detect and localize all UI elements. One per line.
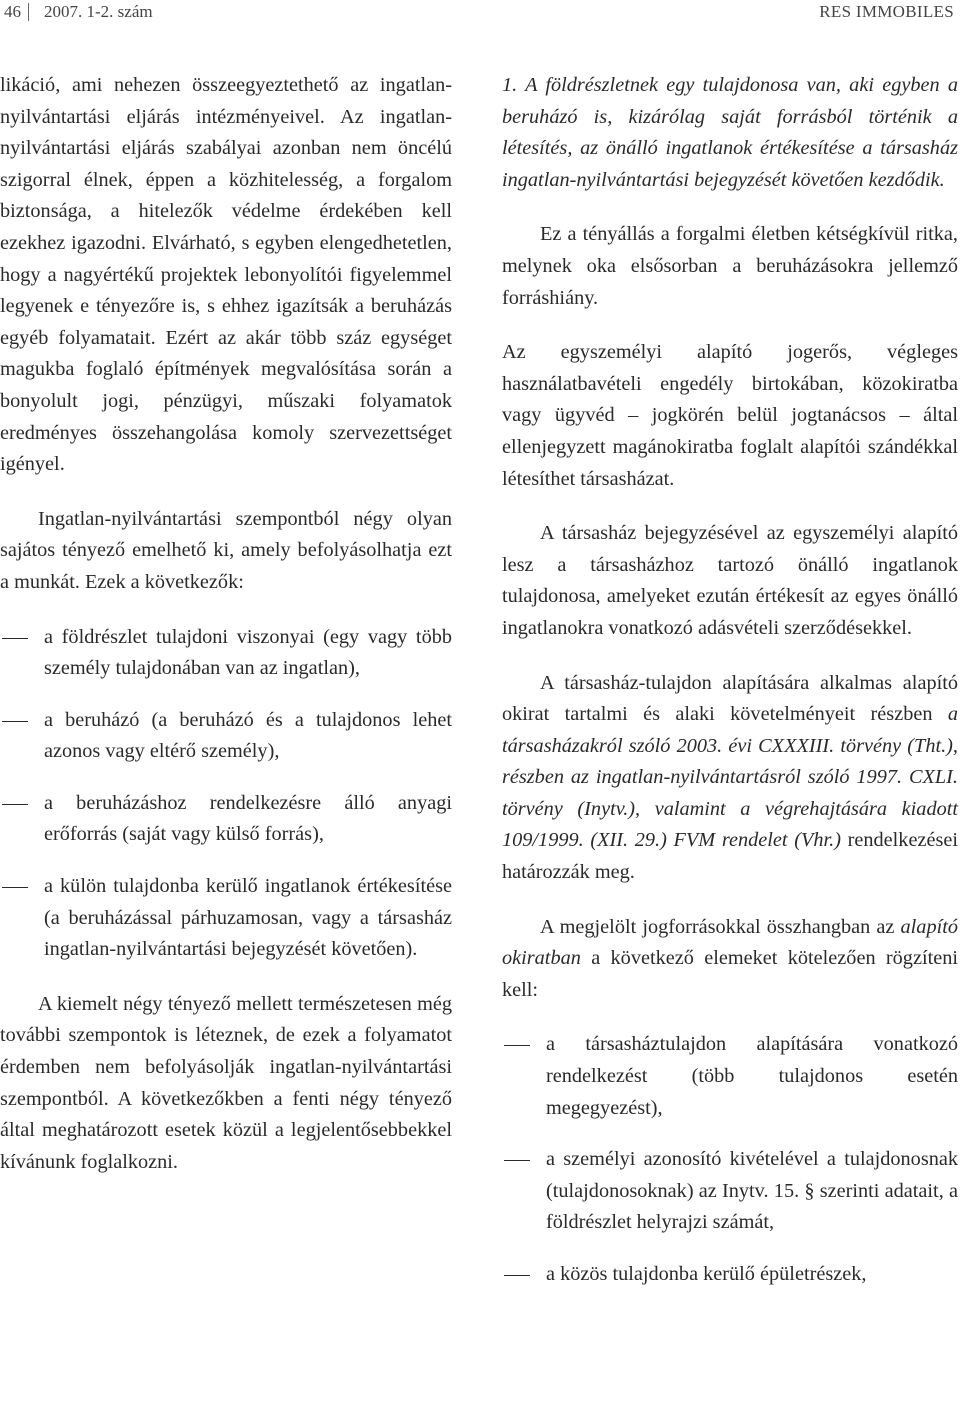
list-item-text: a személyi azonosító kivételével a tulajdonosnak (tulajdonosoknak) az Inytv. 15. § szerinti adatait, a földrészlet helyrajzi számát, <box>546 1148 958 1234</box>
list-item <box>0 622 452 685</box>
list-item-text: a földrészlet tulajdoni viszonyai (egy vagy több személy tulajdonában van az ingatlan), <box>44 625 452 680</box>
case-heading: 1. A földrészletnek egy tulajdonosa van, aki egyben a beruházó is, kizárólag saját forrásból történik a létesítés, az önálló ingatlanok értékesítése a társasház ingatlan-nyilvántartási bejegyzését követően kezdődik. <box>502 74 958 191</box>
page-header <box>0 0 960 30</box>
paragraph: A társasház bejegyzésével az egyszemélyi alapító lesz a társasházhoz tartozó önálló ingatlanok tulajdonosa, amelyeket ezután értékesít az egyes önálló ingatlanokra vonatkozó adásvételi szerződésekkel. <box>502 522 958 639</box>
list-item <box>0 871 452 966</box>
factor-list <box>0 622 452 966</box>
list-item-text: a külön tulajdonba kerülő ingatlanok értékesítése (a beruházással párhuzamosan, vagy a társasház ingatlan-nyilvántartási bejegyzését követően). <box>44 875 452 961</box>
issue-label: 2007. 1-2. szám <box>44 2 153 21</box>
emphasis: alapító okiratban <box>502 915 958 970</box>
left-column <box>0 70 452 1201</box>
right-column <box>502 70 958 1314</box>
list-item <box>502 1029 958 1124</box>
list-item-text: a beruházáshoz rendelkezésre álló anyagi erőforrás (saját vagy külső forrás), <box>44 791 452 846</box>
paragraph: Ingatlan-nyilvántartási szempontból négy olyan sajátos tényező emelhető ki, amely befolyásolhatja ezt a munkát. Ezek a következők: <box>0 507 452 593</box>
paragraph: Ez a tényállás a forgalmi életben kétségkívül ritka, melynek oka elsősorban a beruházásokra jellemző forráshiány. <box>502 223 958 309</box>
paragraph: Az egyszemélyi alapító jogerős, végleges használatbavételi engedély birtokában, közokiratba vagy ügyvéd – jogkörén belül jogtanácsos – által ellenjegyzett magánokiratba foglalt alapítói szándékkal létesíthet társasházat. <box>502 341 958 490</box>
text-span: rendelkezései határozzák meg. <box>502 829 958 884</box>
text-span: a következő elemeket kötelezően rögzíteni kell: <box>502 947 958 1001</box>
list-item-text: a beruházó (a beruházó és a tulajdonos lehet azonos vagy eltérő személy), <box>44 708 452 763</box>
list-item <box>0 788 452 851</box>
list-item <box>502 1259 958 1291</box>
paragraph: A kiemelt négy tényező mellett természetesen még további szempontok is léteznek, de ezek a folyamatot érdemben nem befolyásolják ingatlan-nyilvántartási szempontból. A következőkben a fenti négy tényező által meghatározott esetek közül a legjelentősebbekkel kívánunk foglalkozni. <box>0 992 452 1173</box>
paragraph: likáció, ami nehezen összeegyeztethető az ingatlan-nyilvántartási eljárás intézményeivel. Az ingatlan-nyilvántartási eljárás szabályai azonban nem öncélú szigorral élnek, éppen a közhitelesség, a forgalom biztonsága, a hitelezők védelme érdekében kell ezekhez igazodni. Elvárható, s egyben elengedhetetlen, hogy a nagyértékű projektek lebonyolítói figyelemmel legyenek e tényezőre is, s ehhez igazítsák a beruházás egyéb folyamatait. Ezért az akár több száz egységet magukba foglaló építmények megvalósítása során a bonyolult jogi, pénzügyi, műszaki folyamatok eredményes összehangolása komoly szervezettséget igényel. <box>0 74 452 476</box>
paragraph <box>502 912 958 1007</box>
list-item <box>502 1144 958 1239</box>
text-span: A társasház-tulajdon alapítására alkalmas alapító okirat tartalmi és alaki követelményeit részben <box>502 671 958 726</box>
list-item-text: a közös tulajdonba kerülő épületrészek, <box>546 1263 867 1285</box>
list-item-text: a társasháztulajdon alapítására vonatkozó rendelkezést (több tulajdonos esetén megegyezést), <box>546 1033 958 1119</box>
text-span: A megjelölt jogforrásokkal összhangban az <box>540 915 901 938</box>
list-item <box>0 705 452 768</box>
header-divider <box>28 3 29 21</box>
journal-title: RES IMMOBILES <box>819 2 954 21</box>
required-elements-list <box>502 1029 958 1290</box>
paragraph <box>502 668 958 889</box>
page-number: 46 <box>4 2 21 21</box>
legal-reference: a társasházakról szóló 2003. évi CXXXIII. törvény (Tht.), részben az ingatlan-nyilvántartásról szóló 1997. CXLI. törvény (Inytv.), valamint a végrehajtására kiadott 109/1999. (XII. 29.) FVM rendelet (Vhr.) <box>502 703 958 852</box>
